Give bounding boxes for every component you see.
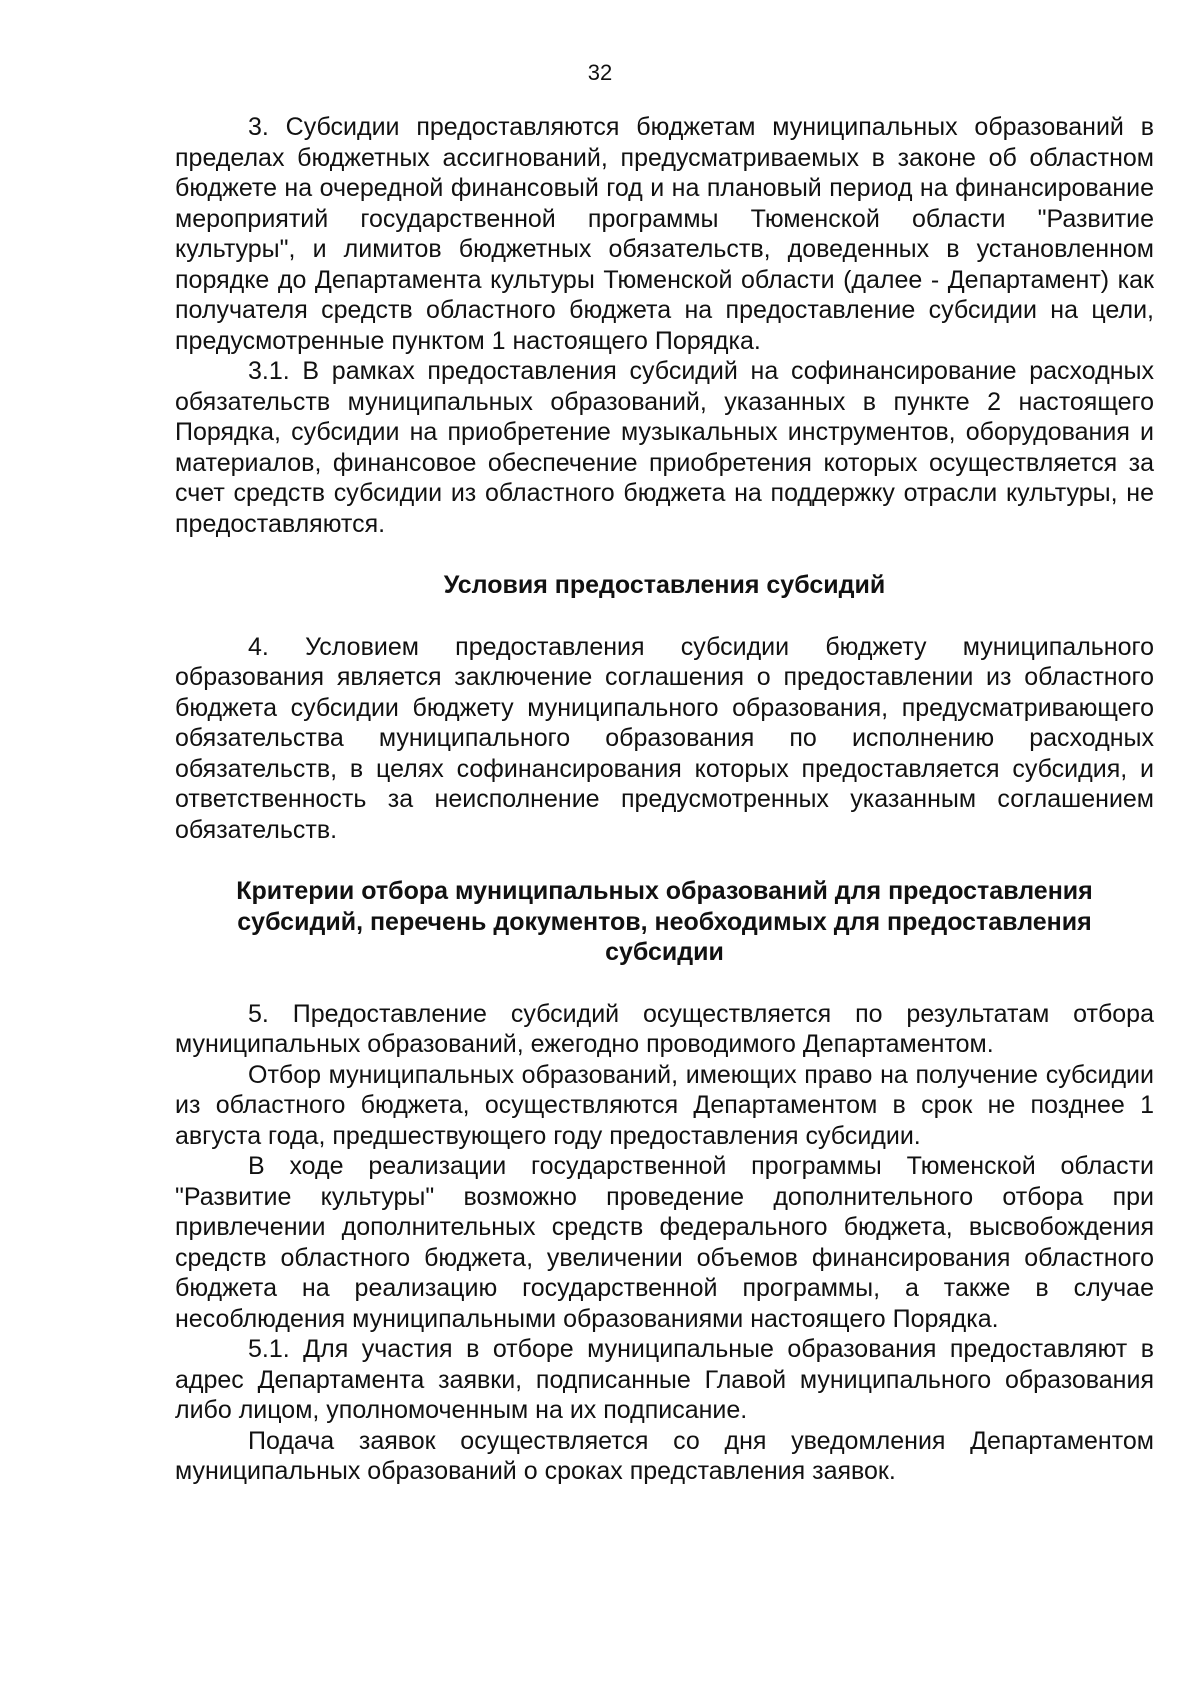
paragraph-5-1-submission: Подача заявок осуществляется со дня уведомления Департаментом муниципальных образований о сроках представления заявок.: [175, 1426, 1154, 1485]
paragraph-3: 3. Субсидии предоставляются бюджетам муниципальных образований в пределах бюджетных ассигнований, предусматриваемых в законе об областном бюджете на очередной финансовый год и на плановый период на финансирование мероприятий государственной программы Тюменской области "Развитие культуры", и лимитов бюджетных обязательств, доведенных в установленном порядке до Департамента культуры Тюменской области (далее - Департамент) как получателя средств областного бюджета на предоставление субсидии на цели, предусмотренные пунктом 1 настоящего Порядка.: [175, 113, 1154, 355]
page-number: 32: [587, 60, 613, 85]
paragraph-5-1: 5.1. Для участия в отборе муниципальные образования предоставляют в адрес Департамента заявки, подписанные Главой муниципального образования либо лицом, уполномоченным на их подписание.: [175, 1335, 1154, 1424]
paragraph-4: 4. Условием предоставления субсидии бюджету муниципального образования является заключение соглашения о предоставлении из областного бюджета субсидии бюджету муниципального образования, предусматривающего обязательства муниципального образования по исполнению расходных обязательств, в целях софинансирования которых предоставляется субсидия, и ответственность за неисполнение предусмотренных указанным соглашением обязательств.: [175, 632, 1154, 844]
section-heading-criteria: [175, 876, 1154, 968]
heading-line: субсидий, перечень документов, необходимых для предоставления: [237, 907, 1092, 936]
paragraph-5-selection: Отбор муниципальных образований, имеющих право на получение субсидии из областного бюджета, осуществляются Департаментом в срок не позднее 1 августа года, предшествующего году предоставления субсидии.: [175, 1060, 1154, 1150]
heading-line: Критерии отбора муниципальных образований для предоставления: [236, 877, 1093, 905]
section-heading-conditions: Условия предоставления субсидий: [443, 571, 886, 599]
spacer: [175, 601, 1154, 632]
spacer: [175, 968, 1154, 999]
paragraph-3-1: 3.1. В рамках предоставления субсидий на софинансирование расходных обязательств муниципальных образований, указанных в пункте 2 настоящего Порядка, субсидии на приобретение музыкальных инструментов, оборудования и материалов, финансовое обеспечение приобретения которых осуществляется за счет средств субсидии из областного бюджета на поддержку отрасли культуры, не предоставляются.: [175, 357, 1154, 538]
paragraph-5: 5. Предоставление субсидий осуществляется по результатам отбора муниципальных образований, ежегодно проводимого Департаментом.: [175, 999, 1154, 1058]
spacer: [175, 539, 1154, 570]
document-body: [175, 112, 1154, 1487]
spacer: [175, 845, 1154, 876]
heading-line: субсидии: [605, 938, 724, 966]
paragraph-5-additional-selection: В ходе реализации государственной программы Тюменской области "Развитие культуры" возможно проведение дополнительного отбора при привлечении дополнительных средств федерального бюджета, высвобождения средств областного бюджета, увеличении объемов финансирования областного бюджета на реализацию государственной программы, а также в случае несоблюдения муниципальными образованиями настоящего Порядка.: [175, 1152, 1154, 1333]
